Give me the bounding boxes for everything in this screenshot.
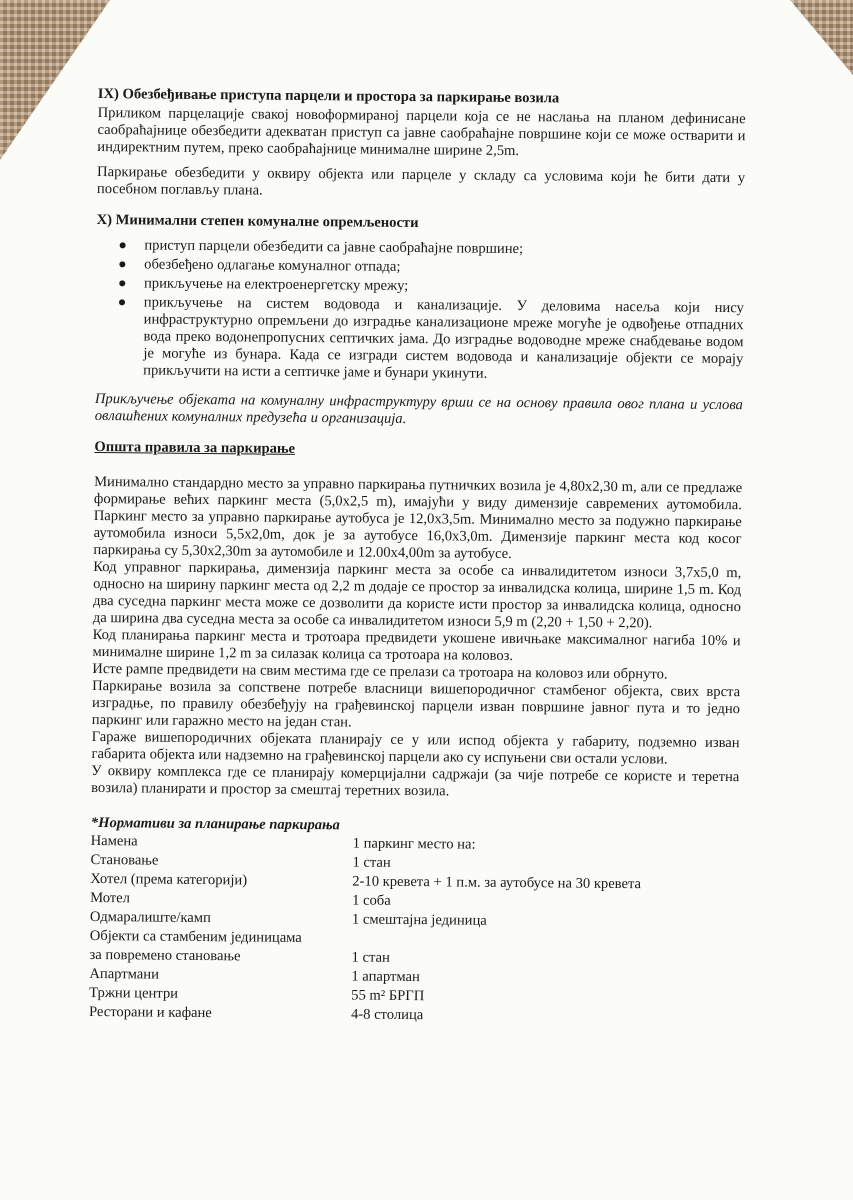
document-content <box>89 78 746 1028</box>
norm-requirement-cell: 1 соба <box>352 892 391 909</box>
utility-bullet-list <box>115 237 744 385</box>
parking-rule-paragraph: Исте рампе предвидети на свим местима где се прелази са тротоара на коловоз или обрнуто. <box>92 660 668 683</box>
norms-table <box>89 832 642 1027</box>
norm-purpose-cell: Одмаралиште/камп <box>89 908 211 927</box>
list-item: ● прикључење на електроенергетску мрежу; <box>117 275 409 294</box>
bullet-icon: ● <box>117 276 127 292</box>
parking-rules-body <box>91 474 742 803</box>
section-x-heading: X) Минимални степен комуналне опремљености <box>96 211 419 232</box>
norm-purpose-cell: Мотел <box>90 889 131 907</box>
section-ix-heading: IX) Обезбеђивање приступа парцели и простора за паркирање возила <box>97 85 560 107</box>
parking-rule-paragraph: Минимално стандардно место за управно паркирања путничких возила је 4,80x2,30 m, али се предлаже формирање већих паркинг места (5,0x2,5 m), имајући у виду димензије савремених аутомобила. Паркинг место за управно паркирање аутобуса је 12,0x3,5m. Минимално место за подужно паркирање аутомобила износи 5,5x2,0m, док је за аутобусе 16,0x3,0m. Димензије паркинг места код косог паркирања су 5,30x2,30m за аутомобиле и 12.00x4,00m за аутобусе. <box>93 473 743 562</box>
norm-requirement-cell: 1 апартман <box>351 968 420 986</box>
section-ix-paragraph: Паркирање обезбедити у оквиру објекта или парцеле у складу са условима који ће бити дати у посебном поглављу плана. <box>96 163 746 199</box>
parking-rules-heading: Општа правила за паркирање <box>94 438 296 457</box>
parking-rule-paragraph: Код планирања паркинг места и тротоара предвидети укошене ивичњаке максималног нагиба 10% и минималне ширине 1,2 m за силазак колица са тротоара на коловоз. <box>92 626 741 665</box>
norm-purpose-cell: Тржни центри <box>89 984 179 1002</box>
parking-rule-paragraph: У оквиру комплекса где се планирају комерцијални садржаји (за чије потребе се користе и теретна возила) планирати и простор за смештај теретних возила. <box>91 762 740 800</box>
section-ix-paragraph: Приликом парцелације свакој новоформираној парцели која се не наслања на планом дефинисане саобраћајнице обезбедити адекватан приступ са јавне саобраћајне површине који се може остварити и индиректним путем, преко саобраћајнице минималне ширине 2,5m. <box>97 104 746 160</box>
utility-note: Прикључење објеката на комуналну инфраструктуру врши се на основу правила овог плана и услова овлашћених комуналних предузећа и организација. <box>94 390 743 427</box>
bullet-icon: ● <box>118 238 127 254</box>
list-item: ● приступ парцели обезбедити са јавне саобраћајне површине; <box>118 237 524 258</box>
norm-requirement-cell: 1 стан <box>352 854 391 871</box>
norm-purpose-cell: Хотел (према категорији) <box>90 870 248 889</box>
norm-purpose-cell: Објекти са стамбеним јединицама <box>89 927 302 946</box>
norm-purpose-cell: Становање <box>90 851 159 869</box>
norm-requirement-cell: 2-10 кревета + 1 п.м. за аутобусе на 30 кревета <box>352 873 642 893</box>
norm-purpose-cell: за повремено становање <box>89 946 241 965</box>
norm-requirement-cell: 55 m² БРГП <box>351 987 425 1005</box>
bullet-icon: ● <box>117 295 127 311</box>
norm-requirement-cell: 1 смештајна јединица <box>351 911 487 929</box>
parking-rule-paragraph: Код управног паркирања, димензија паркинг места за особе са инвалидитетом износи 3,7x5,0 m, односно на ширину паркинг места од 2,2 m додаје се простор за инвалидска колица, ширине 1,5 m. Код два суседна паркинг места може се дозволити да користе исти простор за инвалидска колица, односно да ширина два суседна места за особе са инвалидитетом износи 5,9 m (2,20 + 1,50 + 2,20). <box>92 558 742 632</box>
norm-requirement-cell: 4-8 столица <box>350 1006 424 1024</box>
norms-title: *Нормативи за планирање паркирања <box>90 814 340 834</box>
list-item: ● обезбеђено одлагање комуналног отпада; <box>118 256 401 275</box>
norm-requirement-cell: 1 паркинг место на: <box>352 835 476 853</box>
list-item: ● прикључење на систем водовода и канализације. У деловима насеља који нису инфраструктурно опремљени до изградње канализационе мреже могуће је одвођење отпадних вода преко водонепропусних септичких јама. До изградње водоводне мреже снабдевање водом је могуће из бунара. Када се изгради систем водовода и канализације објекти се морају прикључити на исти а септичке јаме и бунари укинути. <box>117 294 744 382</box>
parking-rule-paragraph: Гараже вишепородичних објеката планирају се у или испод објекта у габариту, подземно изван габарита објекта или надземно на грађевинској парцели ако су испуњени сви остали услови. <box>91 728 740 768</box>
norm-requirement-cell: 1 стан <box>351 949 390 966</box>
norm-purpose-cell: Апартмани <box>89 965 160 983</box>
norm-purpose-cell: Ресторани и кафане <box>88 1003 212 1022</box>
bullet-icon: ● <box>118 257 127 273</box>
norm-purpose-cell: Намена <box>90 832 138 850</box>
parking-rule-paragraph: Паркирање возила за сопствене потребе власници вишепородичног стамбеног објекта, свих врста изградње, по правилу обезбеђују на грађевинској парцели изван површине јавног пута и то једно паркинг или гаражно место на један стан. <box>91 677 741 731</box>
